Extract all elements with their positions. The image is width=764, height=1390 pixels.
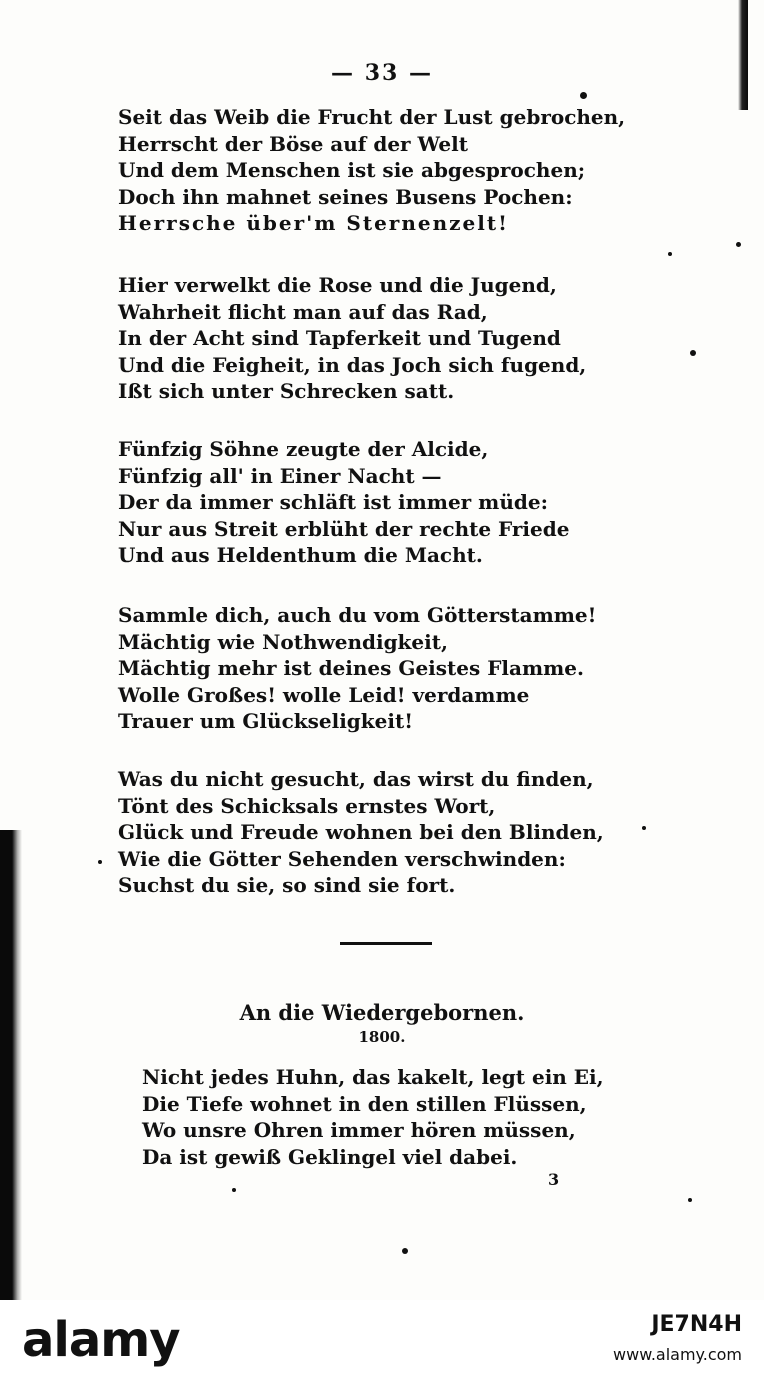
page-number: — 33 — <box>331 60 433 86</box>
verse-line: Herrscht der Böse auf der Welt <box>118 131 468 156</box>
verse-line: Nur aus Streit erblüht der rechte Friede <box>118 516 570 541</box>
scan-speck <box>98 860 102 864</box>
stanza-1 <box>118 104 626 237</box>
verse-line: Wolle Großes! wolle Leid! verdamme <box>118 682 530 707</box>
scan-speck <box>688 1198 692 1202</box>
scan-speck <box>402 1248 408 1254</box>
verse-line: Trauer um Glückseligkeit! <box>118 709 413 733</box>
verse-line: Der da immer schläft ist immer müde: <box>118 490 548 514</box>
stanza-5 <box>118 766 618 899</box>
verse-line: Seit das Weib die Frucht der Lust gebrochen, <box>118 105 626 129</box>
verse-line: Suchst du sie, so sind sie fort. <box>118 873 456 897</box>
scan-speck <box>642 826 646 830</box>
poem-year: 1800. <box>358 1028 406 1046</box>
signature-mark: 3 <box>548 1170 560 1189</box>
stanza-4 <box>118 602 618 735</box>
scan-speck <box>580 92 587 99</box>
stanza-3 <box>118 436 618 569</box>
watermark-logo: alamy <box>22 1312 180 1368</box>
verse-line: Wie die Götter Sehenden verschwinden: <box>118 846 566 871</box>
verse-line: Was du nicht gesucht, das wirst du finden, <box>118 767 594 791</box>
page-edge-shadow-left <box>0 830 22 1300</box>
verse-line: Herrsche über'm Sternenzelt! <box>118 211 509 235</box>
verse-line: Da ist gewiß Geklingel viel dabei. <box>142 1144 518 1169</box>
verse-line: Nicht jedes Huhn, das kakelt, legt ein Ei, <box>142 1065 604 1089</box>
section-divider <box>340 942 432 945</box>
verse-line: Und aus Heldenthum die Macht. <box>118 543 483 567</box>
poem-stanza <box>142 1064 642 1170</box>
verse-line: Und dem Menschen ist sie abgesprochen; <box>118 158 586 182</box>
verse-line: Ißt sich unter Schrecken satt. <box>118 379 455 403</box>
verse-line: Sammle dich, auch du vom Götterstamme! <box>118 603 597 627</box>
verse-line: Wo unsre Ohren immer hören müssen, <box>142 1118 576 1142</box>
poem-title: An die Wiedergebornen. <box>239 1000 525 1025</box>
verse-line: Die Tiefe wohnet in den stillen Flüssen, <box>142 1091 587 1116</box>
verse-line: Tönt des Schicksals ernstes Wort, <box>118 793 496 818</box>
page-edge-shadow-right <box>738 0 748 110</box>
verse-line: Und die Feigheit, in das Joch sich fugend, <box>118 352 587 377</box>
watermark-image-id: JE7N4H <box>651 1312 742 1337</box>
scan-speck <box>668 252 672 256</box>
watermark-url: www.alamy.com <box>613 1345 742 1364</box>
verse-line: In der Acht sind Tapferkeit und Tugend <box>118 326 561 350</box>
verse-line: Fünfzig Söhne zeugte der Alcide, <box>118 437 489 461</box>
verse-line: Fünfzig all' in Einer Nacht — <box>118 463 442 488</box>
verse-line: Glück und Freude wohnen bei den Blinden, <box>118 820 604 844</box>
scan-speck <box>232 1188 236 1192</box>
stanza-2 <box>118 272 618 405</box>
verse-line: Wahrheit flicht man auf das Rad, <box>118 299 488 324</box>
scan-speck <box>690 350 696 356</box>
verse-line: Mächtig mehr ist deines Geistes Flamme. <box>118 656 584 680</box>
verse-line: Doch ihn mahnet seines Busens Pochen: <box>118 184 573 209</box>
verse-line: Hier verwelkt die Rose und die Jugend, <box>118 273 557 297</box>
scan-speck <box>736 242 741 247</box>
verse-line: Mächtig wie Nothwendigkeit, <box>118 629 448 654</box>
